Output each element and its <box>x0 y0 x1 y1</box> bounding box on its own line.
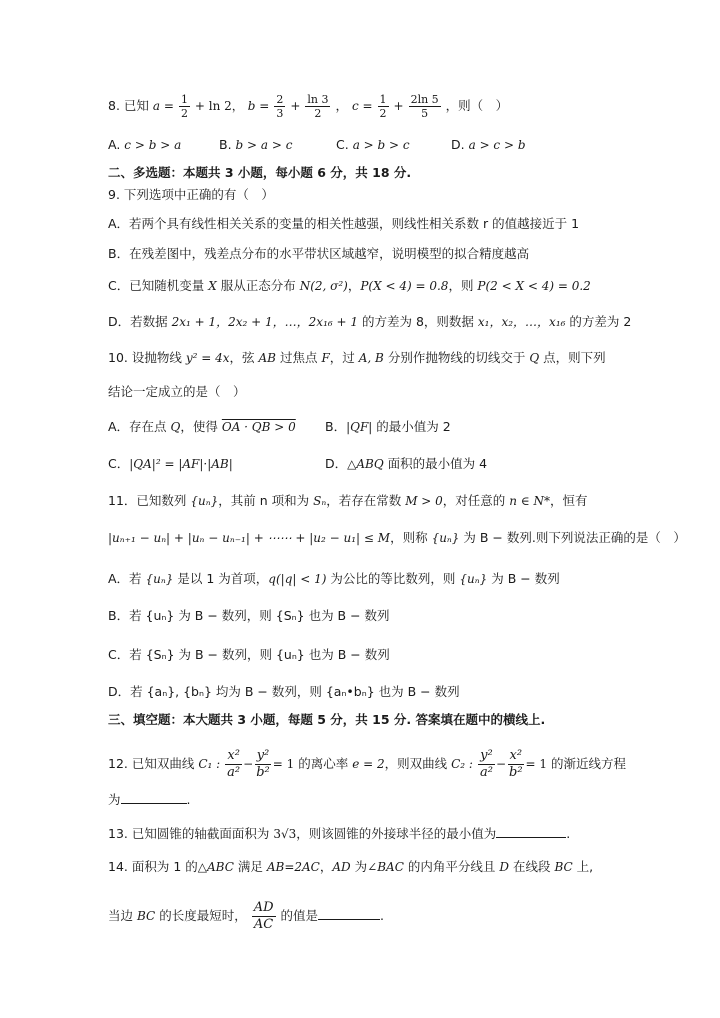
sequence-u: {uₙ} <box>145 572 174 586</box>
option-prefix: D． <box>325 456 348 471</box>
option-text: 的最小值为 2 <box>372 419 451 434</box>
stem-text: ， <box>319 859 333 874</box>
fraction-numerator: y² <box>256 748 270 763</box>
stem-text: ，则该圆锥的外接球半径的最小值为 <box>296 826 497 841</box>
stem-text: 为 <box>108 792 121 807</box>
segment-ad: AD <box>332 860 351 874</box>
stem-text: 为 <box>350 859 368 874</box>
point-q: Q <box>529 351 540 365</box>
fraction-numerator: y² <box>480 748 493 763</box>
option-label: C. <box>336 137 349 152</box>
q8-b-fraction-2 <box>305 93 330 120</box>
vector-expr: OA · QB > 0 <box>221 420 296 434</box>
data-expr-2: x₁，x₂，…，x₁₆ <box>477 315 566 329</box>
option-text: 面积的最小值为 4 <box>383 456 488 471</box>
option-prefix: A．存在点 <box>108 419 171 434</box>
q11-stem-line2 <box>108 529 686 547</box>
separator: ， <box>335 98 348 113</box>
q9-option-c <box>108 277 620 295</box>
abs-expr: |QF| <box>346 420 373 434</box>
stem-text: 上, <box>572 859 594 874</box>
fraction-denominator: AC <box>253 917 274 932</box>
triangle-abc: △ABC <box>197 860 234 874</box>
q8-option-d <box>451 136 526 154</box>
point-d: D <box>499 860 509 874</box>
option-label: A. <box>108 137 121 152</box>
plus-sign: + <box>393 99 404 113</box>
probability-expr-2: P(2 < X < 4) = 0.2 <box>477 279 591 293</box>
stem-text: ，若存在常数 <box>326 493 406 508</box>
option-text: a > c > b <box>468 138 526 152</box>
stem-text: 在线段 <box>508 859 555 874</box>
answer-blank[interactable] <box>121 793 187 804</box>
q8-a-eq: a = <box>152 99 174 113</box>
fraction-denominator: 2 <box>314 107 322 120</box>
q14-line2 <box>108 900 620 933</box>
q10-option-a <box>108 418 296 436</box>
option-text: b > a > c <box>235 138 293 152</box>
q8-tail: ，则（ ） <box>445 98 509 113</box>
parabola-equation: y² = 4x <box>185 351 230 365</box>
stem-text: 当边 <box>108 908 137 923</box>
variable-x: X <box>208 279 217 293</box>
stem-text: . <box>566 826 571 841</box>
constant-m: M > 0 <box>405 494 443 508</box>
q8-a-fraction <box>179 93 190 120</box>
stem-text: 满足 <box>233 859 267 874</box>
points-ab: A, B <box>358 351 384 365</box>
stem-text: 过焦点 <box>275 350 322 365</box>
q10-option-b <box>325 418 451 436</box>
stem-text: ，其前 n 项和为 <box>218 493 314 508</box>
stem-text: ，则双曲线 <box>384 756 452 771</box>
option-text: ，则 <box>448 278 478 293</box>
focus-f: F <box>321 351 330 365</box>
abs-expr: |QA|² = |AF|·|AB| <box>129 457 233 471</box>
chord-ab: AB <box>258 351 276 365</box>
option-text: ，使得 <box>180 419 222 434</box>
sum-abs-expr: |uₙ₊₁ − uₙ| + |uₙ − uₙ₋₁| + ⋯⋯ + |u₂ − u₁| ≤ M <box>108 531 391 545</box>
fraction-denominator: 2 <box>379 107 387 120</box>
stem-text: 的渐近线方程 <box>547 756 627 771</box>
option-text: 的方差为 8，则数据 <box>358 314 478 329</box>
q8-c-fraction-1 <box>378 93 389 120</box>
stem-text: ，恒有 <box>550 493 588 508</box>
stem-text: 分别作抛物线的切线交于 <box>383 350 530 365</box>
stem-text: . <box>379 908 384 923</box>
option-text: 为 B − 数列 <box>487 571 560 586</box>
ratio-q: q(|q| < 1) <box>268 572 327 586</box>
normal-distribution: N(2, σ²) <box>299 279 348 293</box>
fraction-numerator: 1 <box>180 93 188 106</box>
fraction-denominator: b² <box>256 765 270 780</box>
fraction-numerator: ln 3 <box>307 93 329 106</box>
stem-text: ，对任意的 <box>442 493 510 508</box>
q8-option-a <box>108 136 181 154</box>
q13-stem <box>108 825 620 843</box>
q11-option-c: C．若 {Sₙ} 为 B − 数列，则 {uₙ} 也为 B − 数列 <box>108 647 390 662</box>
fraction-denominator: 3 <box>276 107 284 120</box>
fraction-y2-a2 <box>478 748 495 781</box>
fraction-numerator: 1 <box>379 93 387 106</box>
stem-text: 12. 已知双曲线 <box>108 756 199 771</box>
fraction-numerator: AD <box>253 900 274 915</box>
q11-stem <box>108 492 620 510</box>
plus-sign: + <box>290 99 301 113</box>
fraction-ad-ac <box>252 900 276 933</box>
fraction-numerator: 2 <box>276 93 284 106</box>
n-in-n-star: n ∈ N* <box>509 494 551 508</box>
stem-text: . <box>186 792 191 807</box>
stem-text: 为 B − 数列.则下列说法正确的是（ ） <box>459 530 686 545</box>
fraction-y2-b2 <box>254 748 272 781</box>
q8-b-fraction-1 <box>274 93 285 120</box>
option-text: c > b > a <box>124 138 182 152</box>
option-text: 是以 1 为首项， <box>173 571 269 586</box>
segment-bc: BC <box>136 909 156 923</box>
q8-c-eq: c = <box>351 99 373 113</box>
fraction-numerator: x² <box>227 748 240 763</box>
fraction-denominator: a² <box>227 765 241 780</box>
equals-one: = 1 <box>272 757 295 771</box>
option-prefix: C． <box>108 456 130 471</box>
option-text: 服从正态分布 <box>216 278 300 293</box>
fraction-denominator: 5 <box>421 107 429 120</box>
triangle-expr: △ABQ <box>347 457 384 471</box>
option-prefix: C．已知随机变量 <box>108 278 209 293</box>
stem-text: 10. 设抛物线 <box>108 350 186 365</box>
q8-option-c <box>336 136 410 154</box>
option-text: a > b > c <box>352 138 410 152</box>
stem-text: 点，则下列 <box>539 350 606 365</box>
q8-stem <box>108 93 620 120</box>
section-2-heading: 二、多选题：本题共 3 小题，每小题 6 分，共 18 分. <box>108 165 412 180</box>
q8-b-eq: b = <box>247 99 270 113</box>
q8-number: 8. <box>108 98 120 113</box>
q9-stem: 9. 下列选项中正确的有（ ） <box>108 187 274 202</box>
q12-stem <box>108 748 627 781</box>
condition-expr: AB=2AC <box>266 860 320 874</box>
stem-text: ，弦 <box>229 350 259 365</box>
answer-blank[interactable] <box>496 827 566 838</box>
fraction-numerator: 2ln 5 <box>410 93 439 106</box>
fraction-denominator: 2 <box>180 107 188 120</box>
q10-option-c <box>108 455 233 473</box>
minus-sign: − <box>243 757 254 771</box>
hyperbola-c2: C₂ : <box>451 757 473 771</box>
eccentricity: e = 2 <box>352 757 385 771</box>
option-prefix: B． <box>325 419 347 434</box>
stem-text: 14. 面积为 1 的 <box>108 859 198 874</box>
data-expr-1: 2x₁ + 1，2x₂ + 1，…，2x₁₆ + 1 <box>171 315 359 329</box>
q8-option-b <box>219 136 292 154</box>
q9-option-a: A．若两个具有线性相关关系的变量的相关性越强，则线性相关系数 r 的值越接近于 1 <box>108 216 580 231</box>
sum-s: Sₙ <box>313 494 327 508</box>
separator: ， <box>347 278 361 293</box>
stem-text: 11．已知数列 <box>108 493 191 508</box>
q11-option-d: D．若 {aₙ}, {bₙ} 均为 B − 数列，则 {aₙ•bₙ} 也为 B − 数列 <box>108 684 460 699</box>
stem-text: 13. 已知圆锥的轴截面面积为 <box>108 826 274 841</box>
fraction-denominator: b² <box>509 765 523 780</box>
q14-stem <box>108 858 620 876</box>
q12-line2 <box>108 791 620 809</box>
option-prefix: D．若数据 <box>108 314 172 329</box>
sequence-u: {uₙ} <box>190 494 219 508</box>
stem-text: 的离心率 <box>294 756 353 771</box>
stem-text: 的值是 <box>276 908 318 923</box>
fraction-x2-a2 <box>225 748 242 781</box>
stem-text: 的长度最短时， <box>155 908 247 923</box>
minus-sign: − <box>495 757 506 771</box>
section-3-heading: 三、填空题：本大题共 3 小题，每题 5 分，共 15 分. 答案填在题中的横线上. <box>108 712 546 727</box>
stem-text: ，过 <box>329 350 359 365</box>
option-text: 为公比的等比数列，则 <box>326 571 460 586</box>
option-label: D. <box>451 137 465 152</box>
option-text: 的方差为 2 <box>565 314 632 329</box>
q10-stem-line2: 结论一定成立的是（ ） <box>108 384 246 399</box>
stem-text: ，则称 <box>390 530 432 545</box>
q10-stem <box>108 349 620 367</box>
angle-bac: ∠BAC <box>367 860 404 874</box>
q8-c-fraction-2 <box>409 93 441 120</box>
sequence-u: {uₙ} <box>459 572 488 586</box>
area-expr: 3√3 <box>273 827 297 841</box>
q9-option-b: B．在残差图中，残差点分布的水平带状区域越窄，说明模型的拟合精度越高 <box>108 246 530 261</box>
q10-option-d <box>325 455 487 473</box>
sequence-u: {uₙ} <box>431 531 460 545</box>
fraction-numerator: x² <box>509 748 523 763</box>
q8-lead: 已知 <box>123 98 149 113</box>
q11-option-a <box>108 570 620 588</box>
segment-bc: BC <box>554 860 573 874</box>
fraction-denominator: a² <box>479 765 493 780</box>
probability-expr-1: P(X < 4) = 0.8 <box>360 279 449 293</box>
q9-option-d <box>108 313 632 331</box>
hyperbola-c1: C₁ : <box>198 757 221 771</box>
stem-text: 的内角平分线且 <box>403 859 500 874</box>
equals-one: = 1 <box>525 757 548 771</box>
option-label: B. <box>219 137 232 152</box>
option-prefix: A．若 <box>108 571 146 586</box>
fraction-x2-b2 <box>507 748 525 781</box>
q11-option-b: B．若 {uₙ} 为 B − 数列，则 {Sₙ} 也为 B − 数列 <box>108 608 390 623</box>
point-q: Q <box>170 420 181 434</box>
answer-blank[interactable] <box>318 909 380 920</box>
q8-a-rest: + ln 2， <box>194 99 244 113</box>
